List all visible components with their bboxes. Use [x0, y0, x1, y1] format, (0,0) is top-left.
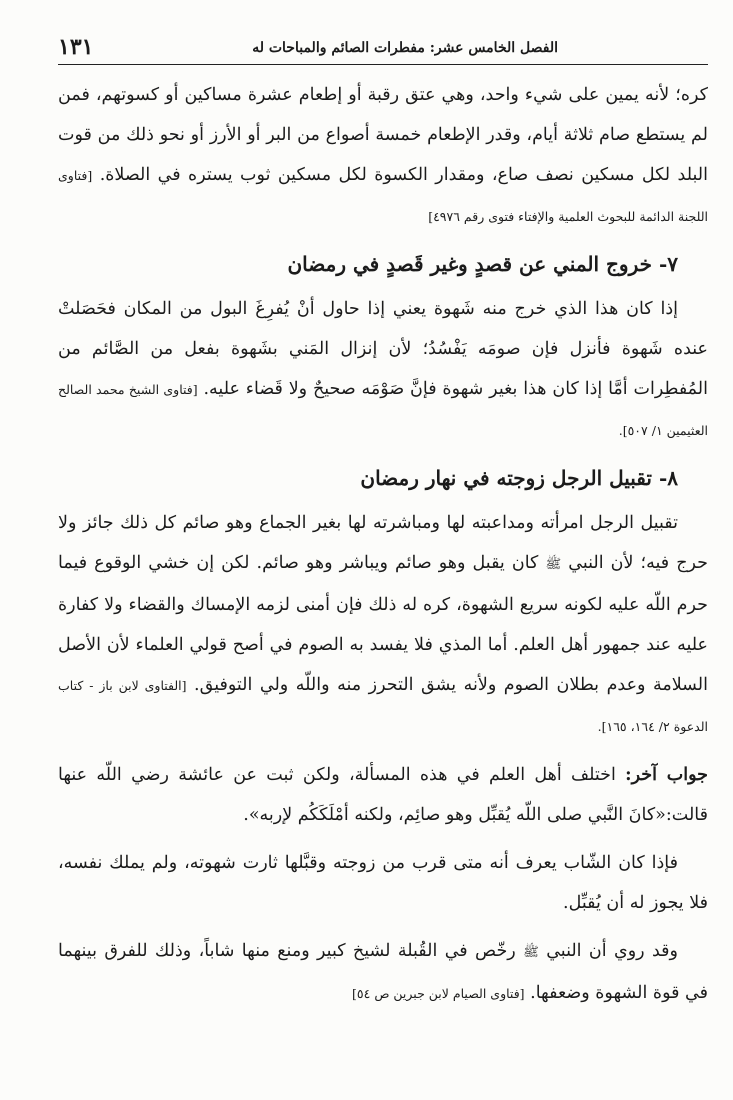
paragraph-text: كره؛ لأنه يمين على شيء واحد، وهي عتق رقبة أو إطعام عشرة مساكين أو كسوتهم، فمن لم يستطع صام ثلاثة أيام، وقدر الإطعام خمسة أصواع من البر أو الأرز أو نحو ذلك من قوت البلد لكل مسكين نصف صاع، ومقدار الكسوة لكل مسكين ثوب يستره في الصلاة.: [58, 85, 708, 185]
fatwa-reference: [فتاوى الشيخ محمد الصالح العثيمين ١/ ٥٠٧].: [58, 382, 708, 438]
book-page: [58, 34, 708, 1014]
page-content: [58, 65, 708, 1014]
fatwa-reference: [فتاوى الصيام لابن جبرين ص ٥٤]: [352, 986, 525, 1001]
paragraph-text: فإذا كان الشّاب يعرف أنه متى قرب من زوجته وقبَّلها ثارت شهوته، ولم يملك نفسه، فلا يجوز له أن يُقبِّل.: [58, 853, 708, 913]
paragraph-kissing-spouse: [58, 503, 708, 747]
paragraph-another-answer: [58, 755, 708, 835]
salawat-symbol: ﷺ: [523, 945, 539, 960]
section-heading-7: ٧- خروج المني عن قصدٍ وغير قَصدٍ في رمضان: [287, 252, 678, 276]
paragraph-text: تقبيل الرجل امرأته ومداعبته لها ومباشرته لها بغير الجماع وهو صائم كل ذلك جائز ولا حرج فيه؛ لأن النبي: [58, 513, 708, 573]
paragraph-text: وقد روي أن النبي: [546, 941, 678, 961]
chapter-title: الفصل الخامس عشر: مفطرات الصائم والمباحات له: [252, 40, 558, 56]
paragraph-text: رخّص في القُبلة لشيخ كبير ومنع منها شاباً، وذلك للفرق بينهما في قوة الشهوة وضعفها.: [58, 941, 708, 1003]
fatwa-reference: [فتاوى اللجنة الدائمة للبحوث العلمية والإفتاء فتوى رقم ٤٩٧٦]: [58, 168, 708, 224]
paragraph-text: كان يقبل وهو صائم ويباشر وهو صائم. لكن إن خشي الوقوع فيما حرم اللّه عليه لكونه سريع الشهوة، كره له ذلك فإن أمنى لزمه الإمساك والقضاء ولا كفارة عليه عند جمهور أهل العلم. أما المذي فلا يفسد به الصوم في أصح قولي العلماء لأن الأصل السلامة وعدم بطلان الصوم ولأنه يشق التحرز منه واللّه ولي التوفيق.: [58, 553, 708, 695]
paragraph-text: اختلف أهل العلم في هذه المسألة، ولكن ثبت عن عائشة رضي اللّه عنها قالت:«كانَ النَّبي صلى اللّه يُقبِّل وهو صائِم، ولكنه أمْلَكَكُم لإربه».: [58, 765, 708, 825]
running-header: [58, 34, 708, 65]
paragraph-semen-discharge: [58, 289, 708, 451]
page-number: ١٣١: [58, 34, 94, 60]
section-heading-8: ٨- تقبيل الرجل زوجته في نهار رمضان: [360, 466, 678, 490]
answer-label: جواب آخر:: [625, 765, 708, 785]
paragraph-concession: [58, 931, 708, 1014]
salawat-symbol: ﷺ: [545, 557, 562, 572]
fatwa-reference: [الفتاوى لابن باز - كتاب الدعوة ٢/ ١٦٤، ١٦٥].: [58, 678, 708, 734]
paragraph-young-man: [58, 843, 708, 923]
paragraph-expiation: [58, 75, 708, 237]
paragraph-text: إذا كان هذا الذي خرج منه شَهوة يعني إذا حاول أنْ يُفرِغَ البول من المكان فحَصَلتْ عنده شَهوة فأنزل فإن صومَه يَفْسُدُ؛ لأن إنزال المَني بشَهوة بفعل من الصَّائم من المُفطِرات أمَّا إذا كان هذا بغير شهوة فإنَّ صَوْمَه صحيحٌ ولا قَضاء عليه.: [58, 299, 708, 399]
